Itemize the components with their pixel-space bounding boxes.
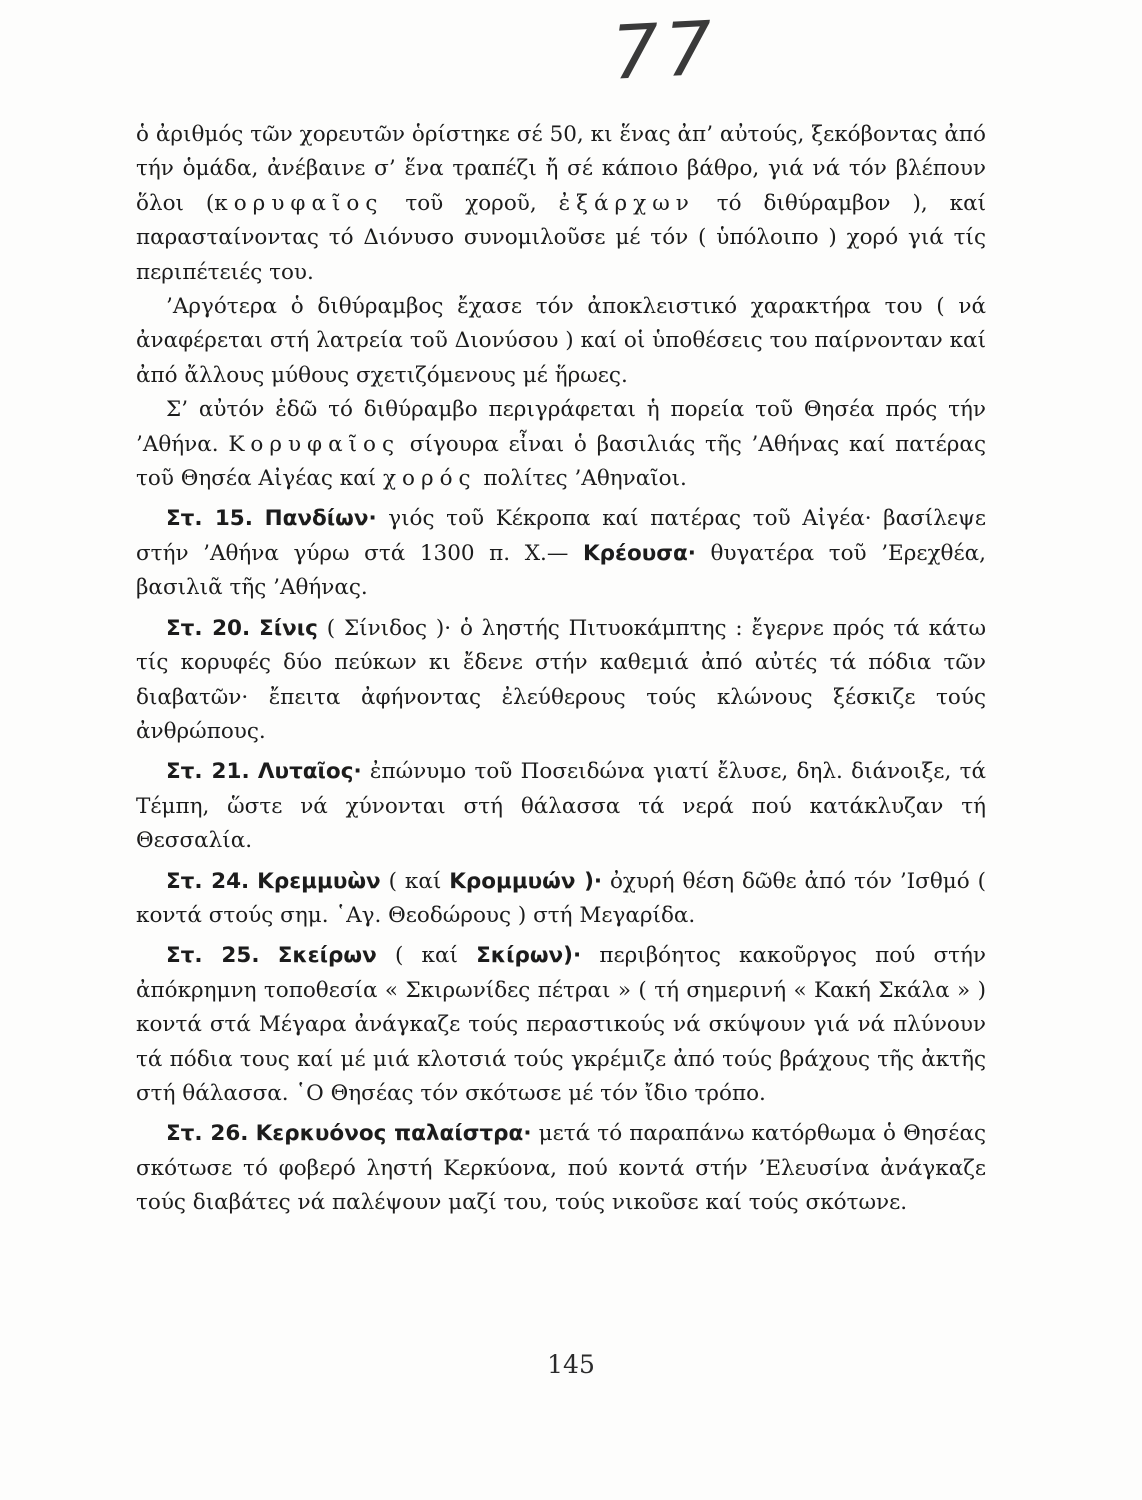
verse-label: Στ. 24.	[166, 868, 250, 894]
entry-term: Λυταῖος·	[257, 759, 362, 785]
text-run: ὁ ἀριθμός τῶν χορευτῶν ὁρίστηκε σέ 50, κι ἕνας ἀπ’ αὐτούς, ξεκόβοντας ἀπό τήν ὁμάδα, ἀνέβαινε σ’ ἕνα τραπέζι ἤ σέ κάποιο βάθρο, γιά νά τόν βλέπουν ὅλοι (	[136, 122, 986, 216]
entry-term-2: Κρέουσα·	[582, 540, 696, 566]
commentary-entry	[136, 612, 986, 750]
entry-text: ἐπώνυμο τοῦ Ποσειδώνα γιατί ἔλυσε, δηλ. διάνοιξε, τά Τέμπη, ὥστε νά χύνονται στή θάλασσα τά νερά πού κατάκλυζαν τή Θεσσαλία.	[136, 759, 986, 854]
entry-text: ( Σίνιδος )· ὁ ληστής Πιτυοκάμπτης : ἔγερνε πρός τά κάτω τίς κορυφές δύο πεύκων κι ἔδενε στήν καθεμιά ἀπό αὐτές τά πόδια τῶν διαβατῶν· ἔπειτα ἀφήνοντας ἐλεύθερους τούς κλώνους ξέσκιζε τούς ἀνθρώπους.	[136, 615, 986, 744]
intro-paragraph-1	[136, 118, 986, 290]
commentary-entry	[136, 502, 986, 605]
spaced-term: ἐξάρχων	[558, 190, 695, 216]
entry-text: ( καί	[376, 943, 477, 969]
entry-term-2: Κρομμυών )·	[449, 868, 603, 894]
entry-term: Σίνις	[259, 615, 318, 641]
entry-text: γιός τοῦ Κέκροπα καί πατέρας τοῦ Αἰγέα· βασίλεψε στήν ’Αθήνα γύρω στά 1300 π. Χ.—	[136, 506, 987, 566]
page-number: 145	[547, 1350, 595, 1379]
entry-term: Κερκυόνος παλαίστρα·	[255, 1121, 532, 1147]
verse-label: Στ. 26.	[166, 1121, 249, 1147]
body-text	[136, 118, 986, 1221]
commentary-entry	[136, 865, 986, 934]
text-run: Σ’ αὐτόν ἐδῶ τό διθύραμβο περιγράφεται ἡ πορεία τοῦ Θησέα πρός τήν ’Αθήνα.	[136, 397, 986, 457]
commentary-entry	[136, 1117, 986, 1220]
text-run: τό διθύραμβον ), καί παρασταίνοντας τό Διόνυσο συνομιλοῦσε μέ τόν ( ὑπόλοιπο ) χορό γιά τίς περιπέτειές του.	[136, 190, 987, 285]
entry-text-2: θυγατέρα τοῦ ’Ερεχθέα, βασιλιᾶ τῆς ’Αθήνας.	[136, 540, 986, 601]
entry-text-2: ὀχυρή θέση δῶθε ἀπό τόν ’Ισθμό ( κοντά στούς σημ. ῾Αγ. Θεοδώρους ) στή Μεγαρίδα.	[136, 868, 986, 928]
verse-label: Στ. 25.	[166, 943, 260, 969]
entry-term: Πανδίων·	[264, 506, 377, 532]
entry-text: ( καί	[380, 868, 450, 894]
verse-label: Στ. 20.	[166, 615, 251, 641]
entry-term: Κρεμμυὼν	[257, 868, 381, 894]
spaced-term: χορός	[382, 466, 477, 492]
intro-paragraph-2: ’Αργότερα ὁ διθύραμβος ἔχασε τόν ἀποκλειστικό χαρακτήρα του ( νά ἀναφέρεται στή λατρεία τοῦ Διονύσου ) καί οἱ ὑποθέσεις του παίρνονταν καί ἀπό ἄλλους μύθους σχετιζόμενους μέ ἥρωες.	[136, 294, 986, 388]
handwritten-folio-number: 77	[609, 5, 721, 97]
entry-term: Σκείρων	[277, 943, 377, 969]
commentary-entry	[136, 755, 986, 858]
entry-text-2: περιβόητος κακοῦργος πού στήν ἀπόκρημνη τοποθεσία « Σκιρωνίδες πέτραι » ( τή σημερινή « Κακή Σκάλα » ) κοντά στά Μέγαρα ἀνάγκαζε τούς περαστικούς νά σκύψουν γιά νά πλύνουν τά πόδια τους καί μέ μιά κλοτσιά τούς γκρέμιζε ἀπό τούς βράχους τῆς ἀκτῆς στή θάλασσα. ῾Ο Θησέας τόν σκότωσε μέ τόν ἴδιο τρόπο.	[136, 943, 986, 1106]
text-run: σίγουρα εἶναι ὁ βασιλιάς τῆς ’Αθήνας καί πατέρας τοῦ Θησέα Αἰγέας καί	[136, 431, 986, 492]
verse-label: Στ. 21.	[166, 759, 250, 785]
entry-term-2: Σκίρων)·	[476, 943, 582, 969]
commentary-entry	[136, 939, 986, 1111]
entry-text: μετά τό παραπάνω κατόρθωμα ὁ Θησέας σκότωσε τό φοβερό ληστή Κερκύονα, πού κοντά στήν ’Ελευσίνα ἀνάγκαζε τούς διαβάτες νά παλέψουν μαζί του, τούς νικοῦσε καί τούς σκότωνε.	[136, 1121, 987, 1216]
spaced-term: κορυφαῖος	[214, 190, 384, 216]
verse-label: Στ. 15.	[166, 506, 253, 532]
intro-paragraph-3	[136, 393, 986, 496]
text-run: τοῦ χοροῦ,	[383, 190, 559, 216]
spaced-term: Κορυφαῖος	[228, 431, 401, 457]
text-run: πολίτες ’Αθηναῖοι.	[476, 466, 687, 492]
